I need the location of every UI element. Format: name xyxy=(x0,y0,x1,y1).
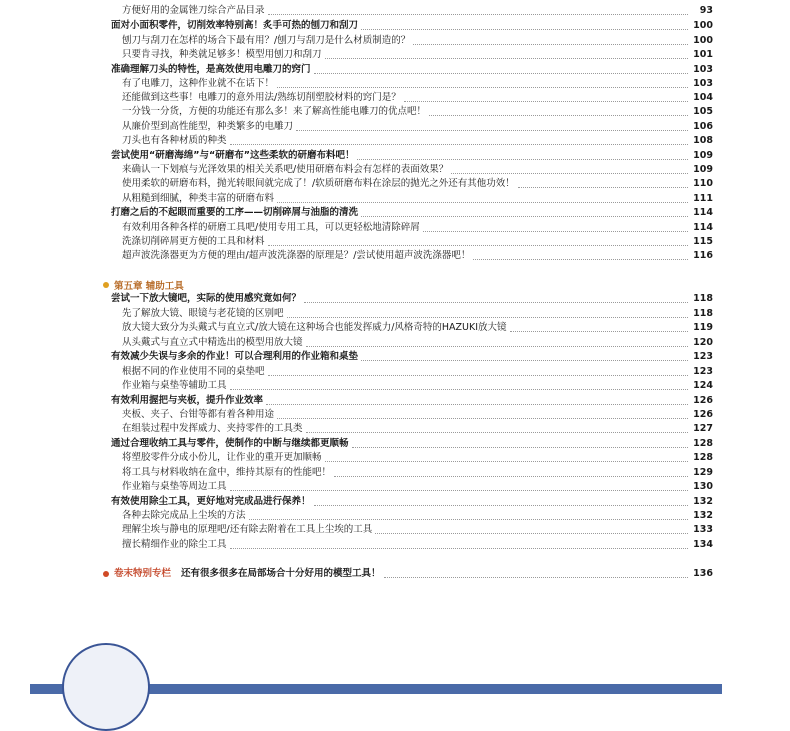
toc-section-heading[interactable] xyxy=(111,63,713,77)
dot-leader xyxy=(429,115,688,116)
toc-page-number: 114 xyxy=(693,222,713,233)
toc-entry-title: 来确认一下划痕与光泽效果的相关关系吧/使用研磨布料会有怎样的表面效果？ xyxy=(122,164,449,175)
toc-entry[interactable] xyxy=(122,466,713,480)
dot-leader xyxy=(325,58,688,59)
toc-page-number: 132 xyxy=(693,496,713,507)
toc-section-heading[interactable] xyxy=(111,149,713,163)
toc-page-number: 116 xyxy=(693,250,713,261)
toc-entry[interactable] xyxy=(122,235,713,249)
toc-entry[interactable] xyxy=(122,163,713,177)
footer-circle-decoration xyxy=(62,643,150,731)
toc-page-number: 103 xyxy=(693,78,713,89)
toc-entry-title: 面对小面积零件，切削效率特别高！炙手可热的刨刀和刮刀 xyxy=(111,20,359,31)
toc-entry[interactable] xyxy=(122,538,713,552)
chapter-bullet-icon xyxy=(103,282,109,288)
toc-page-number: 111 xyxy=(693,193,713,204)
toc-section-heading[interactable] xyxy=(111,394,713,408)
dot-leader xyxy=(361,216,688,217)
dot-leader xyxy=(451,173,688,174)
toc-page-number: 118 xyxy=(693,308,713,319)
toc-entry-title: 刀头也有各种材质的种类 xyxy=(122,135,227,146)
dot-leader xyxy=(266,404,688,405)
dot-leader xyxy=(404,101,688,102)
toc-section-heading[interactable] xyxy=(111,19,713,33)
toc-entry-title: 还有很多很多在局部场合十分好用的模型工具！ xyxy=(181,568,381,579)
dot-leader xyxy=(287,317,688,318)
toc-page-number: 109 xyxy=(693,164,713,175)
toc-page-number: 130 xyxy=(693,481,713,492)
dot-leader xyxy=(268,375,688,376)
dot-leader xyxy=(510,331,688,332)
dot-leader xyxy=(268,14,688,15)
toc-page-number: 110 xyxy=(693,178,713,189)
toc-entry-title: 从廉价型到高性能型，种类繁多的电雕刀 xyxy=(122,121,294,132)
toc-page-number: 119 xyxy=(693,322,713,333)
toc-entry[interactable] xyxy=(122,105,713,119)
dot-leader xyxy=(334,476,688,477)
dot-leader xyxy=(325,461,688,462)
dot-leader xyxy=(296,130,688,131)
toc-entry-title: 有效利用握把与夹板，提升作业效率 xyxy=(111,395,264,406)
toc-entry[interactable] xyxy=(122,34,713,48)
toc-entry-title: 将塑胶零件分成小份儿，让作业的重开更加顺畅 xyxy=(122,452,322,463)
toc-entry[interactable] xyxy=(122,77,713,91)
dot-leader xyxy=(473,259,688,260)
chapter-title: 第五章 辅助工具 xyxy=(114,281,184,292)
toc-page-number: 120 xyxy=(693,337,713,348)
toc-entry[interactable] xyxy=(122,422,713,436)
toc-page-number: 93 xyxy=(699,5,713,16)
toc-page-number: 134 xyxy=(693,539,713,550)
toc-entry[interactable] xyxy=(122,523,713,537)
special-bullet-icon xyxy=(103,571,109,577)
dot-leader xyxy=(357,159,688,160)
toc-entry-title: 擅长精细作业的除尘工具 xyxy=(122,539,227,550)
toc-page-number: 101 xyxy=(693,49,713,60)
toc-page-number: 132 xyxy=(693,510,713,521)
toc-entry-title: 从头戴式与直立式中精选出的模型用放大镜 xyxy=(122,337,303,348)
dot-leader xyxy=(314,505,688,506)
toc-entry-title: 还能做到这些事！电雕刀的意外用法/熟练切削塑胶材料的窍门是？ xyxy=(122,92,401,103)
toc-entry-title: 作业箱与桌垫等辅助工具 xyxy=(122,380,227,391)
toc-page-number: 136 xyxy=(693,568,713,579)
toc-entry-title: 将工具与材料收纳在盒中，维持其原有的性能吧！ xyxy=(122,467,332,478)
toc-entry-title: 刨刀与刮刀在怎样的场合下最有用？/刨刀与刮刀是什么材质制造的？ xyxy=(122,35,411,46)
toc-entry-title: 有效使用除尘工具，更好地对完成品进行保养！ xyxy=(111,496,311,507)
toc-page-number: 129 xyxy=(693,467,713,478)
toc-entry[interactable] xyxy=(122,177,713,191)
toc-page-number: 128 xyxy=(693,438,713,449)
special-column-label: 卷末特别专栏 xyxy=(114,568,172,579)
toc-page-number: 109 xyxy=(693,150,713,161)
toc-entry[interactable] xyxy=(122,408,713,422)
toc-entry-title: 放大镜大致分为头戴式与直立式/放大镜在这种场合也能发挥威力/风格奇特的HAZUKI放大镜 xyxy=(122,322,507,333)
toc-entry-title: 尝试一下放大镜吧，实际的使用感究竟如何？ xyxy=(111,293,302,304)
toc-entry-title: 准确理解刀头的特性，是高效使用电雕刀的窍门 xyxy=(111,64,311,75)
dot-leader xyxy=(277,418,688,419)
toc-entry-title: 先了解放大镜、眼镜与老花镜的区别吧 xyxy=(122,308,284,319)
toc-page-number: 105 xyxy=(693,106,713,117)
toc-entry-title: 有了电雕刀，这种作业就不在话下！ xyxy=(122,78,275,89)
toc-entry[interactable] xyxy=(122,509,713,523)
toc-section-heading[interactable] xyxy=(111,292,713,306)
toc-entry[interactable] xyxy=(122,379,713,393)
toc-page-number: 126 xyxy=(693,409,713,420)
toc-entry[interactable] xyxy=(122,4,713,18)
toc-entry-title: 一分钱一分货，方便的功能还有那么多！来了解高性能电雕刀的优点吧！ xyxy=(122,106,427,117)
toc-entry-title: 只要肯寻找，种类就足够多！模型用刨刀和刮刀 xyxy=(122,49,322,60)
toc-section-heading[interactable] xyxy=(111,437,713,451)
dot-leader xyxy=(352,447,688,448)
toc-entry-title: 有效利用各种各样的研磨工具吧/使用专用工具，可以更轻松地清除碎屑 xyxy=(122,222,420,233)
toc-entry-title: 理解尘埃与静电的原理吧/还有除去附着在工具上尘埃的工具 xyxy=(122,524,373,535)
dot-leader xyxy=(306,346,688,347)
dot-leader xyxy=(314,73,688,74)
toc-page-number: 104 xyxy=(693,92,713,103)
toc-entry[interactable] xyxy=(122,134,713,148)
toc-entry-title: 作业箱与桌垫等周边工具 xyxy=(122,481,227,492)
dot-leader xyxy=(413,44,688,45)
toc-entry-title: 在组装过程中发挥威力、夹持零件的工具类 xyxy=(122,423,303,434)
toc-page-number: 106 xyxy=(693,121,713,132)
toc-entry-title: 尝试使用“研磨海绵”与“研磨布”这些柔软的研磨布料吧！ xyxy=(111,150,355,161)
toc-page-number: 100 xyxy=(693,35,713,46)
dot-leader xyxy=(277,202,688,203)
toc-entry[interactable] xyxy=(122,336,713,350)
dot-leader xyxy=(304,302,688,303)
toc-entry-title: 洗涤切削碎屑更方便的工具和材料 xyxy=(122,236,265,247)
toc-entry[interactable] xyxy=(122,48,713,62)
toc-entry-title: 超声波洗涤器更为方便的理由/超声波洗涤器的原理是？/尝试使用超声波洗涤器吧！ xyxy=(122,250,471,261)
toc-page-number: 115 xyxy=(693,236,713,247)
special-column-label-wrap xyxy=(103,567,171,581)
toc-entry[interactable] xyxy=(122,307,713,321)
toc-entry[interactable] xyxy=(122,221,713,235)
toc-entry-title: 有效减少失误与多余的作业！可以合理利用的作业箱和桌垫 xyxy=(111,351,359,362)
chapter-heading[interactable] xyxy=(103,278,184,292)
toc-page-number: 114 xyxy=(693,207,713,218)
toc-entry[interactable] xyxy=(122,91,713,105)
toc-entry[interactable] xyxy=(122,321,713,335)
dot-leader xyxy=(230,144,688,145)
toc-entry-title: 方便好用的金属锉刀综合产品目录 xyxy=(122,5,265,16)
toc-page-number: 108 xyxy=(693,135,713,146)
dot-leader xyxy=(249,519,688,520)
dot-leader xyxy=(230,490,688,491)
dot-leader xyxy=(384,577,688,578)
dot-leader xyxy=(230,389,688,390)
toc-entry-title: 各种去除完成品上尘埃的方法 xyxy=(122,510,246,521)
dot-leader xyxy=(306,432,688,433)
toc-page-number: 127 xyxy=(693,423,713,434)
toc-entry[interactable] xyxy=(122,192,713,206)
toc-page-number: 118 xyxy=(693,293,713,304)
toc-page-number: 128 xyxy=(693,452,713,463)
toc-page-number: 126 xyxy=(693,395,713,406)
toc-section-heading[interactable] xyxy=(111,495,713,509)
toc-entry-title: 打磨之后的不起眼而重要的工序——切削碎屑与油脂的清洗 xyxy=(111,207,359,218)
toc-section-heading[interactable] xyxy=(111,350,713,364)
toc-entry-title: 根据不同的作业使用不同的桌垫吧 xyxy=(122,366,265,377)
dot-leader xyxy=(277,87,688,88)
toc-entry-title: 从粗糙到细腻，种类丰富的研磨布料 xyxy=(122,193,275,204)
dot-leader xyxy=(375,533,688,534)
toc-page-number: 123 xyxy=(693,366,713,377)
toc-page-number: 124 xyxy=(693,380,713,391)
toc-page-number: 133 xyxy=(693,524,713,535)
toc-entry[interactable] xyxy=(122,451,713,465)
toc-page-number: 103 xyxy=(693,64,713,75)
toc-entry[interactable] xyxy=(122,480,713,494)
toc-page-number: 123 xyxy=(693,351,713,362)
toc-entry-title: 使用柔软的研磨布料，抛光转眼间就完成了！/软质研磨布料在涂层的抛光之外还有其他功效！ xyxy=(122,178,515,189)
toc-section-heading[interactable] xyxy=(111,206,713,220)
toc-entry[interactable] xyxy=(122,365,713,379)
toc-page-number: 100 xyxy=(693,20,713,31)
dot-leader xyxy=(518,187,688,188)
toc-entry-title: 通过合理收纳工具与零件，使制作的中断与继续都更顺畅 xyxy=(111,438,349,449)
dot-leader xyxy=(361,360,688,361)
special-column-entry[interactable] xyxy=(103,567,713,581)
toc-entry[interactable] xyxy=(122,249,713,263)
dot-leader xyxy=(423,231,688,232)
toc-entry-title: 夹板、夹子、台钳等都有着各种用途 xyxy=(122,409,275,420)
dot-leader xyxy=(268,245,688,246)
toc-entry[interactable] xyxy=(122,120,713,134)
dot-leader xyxy=(361,29,688,30)
dot-leader xyxy=(230,548,688,549)
